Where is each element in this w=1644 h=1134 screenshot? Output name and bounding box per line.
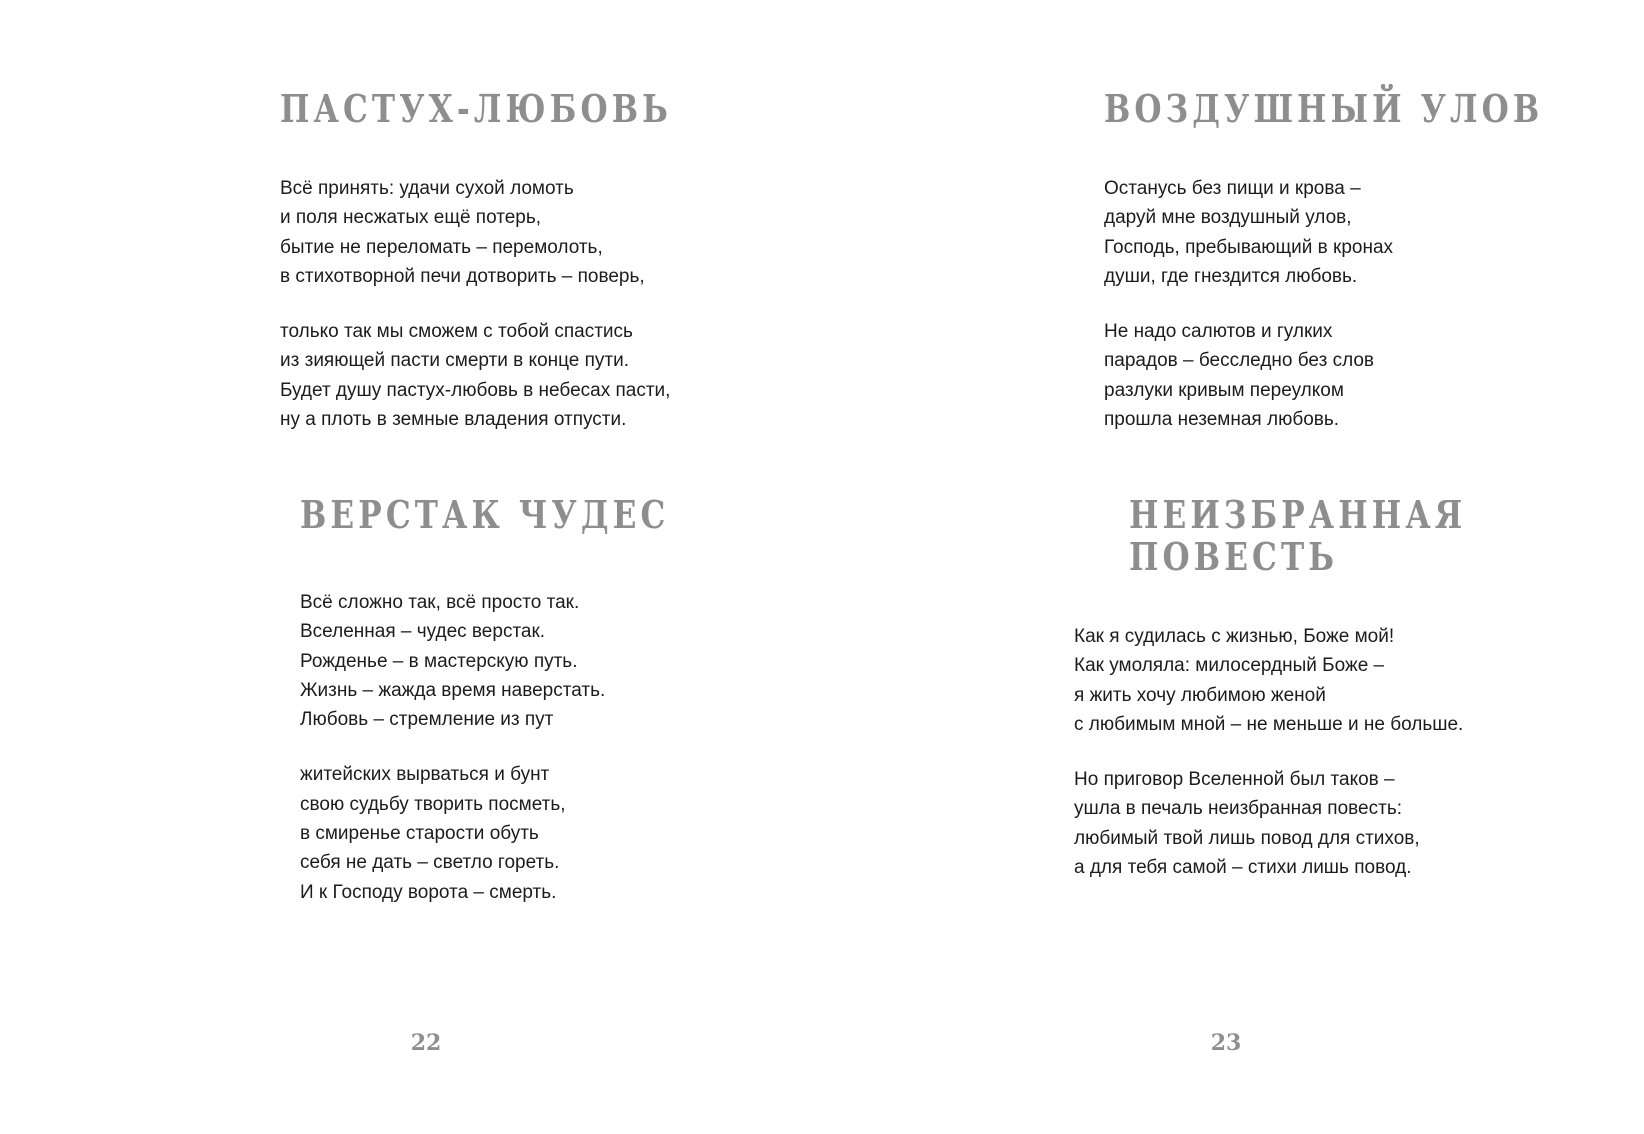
stanza bbox=[280, 174, 680, 291]
page-right bbox=[822, 0, 1644, 1134]
verse-line: Как я судилась с жизнью, Боже мой! bbox=[1074, 626, 1395, 647]
poem-neizbrannaya-povest bbox=[1074, 494, 1494, 882]
stanza bbox=[1104, 174, 1504, 291]
verse-line: в смиренье старости обуть bbox=[300, 823, 539, 845]
page-number: 22 bbox=[410, 1030, 442, 1056]
poem-title: ПАСТУХ-ЛЮБОВЬ bbox=[280, 86, 672, 131]
verse-line: любимый твой лишь повод для стихов, bbox=[1074, 827, 1420, 849]
verse-line: Но приговор Вселенной был таков – bbox=[1074, 769, 1395, 791]
verse-line: И к Господу ворота – смерть. bbox=[300, 881, 557, 903]
verse-line: души, где гнездится любовь. bbox=[1104, 265, 1358, 287]
verse-line: Не надо салютов и гулких bbox=[1104, 321, 1333, 343]
verse-line: с любимым мной – не меньше и не больше. bbox=[1074, 713, 1464, 735]
verse-line: житейских вырваться и бунт bbox=[300, 764, 550, 786]
poem-vozdushny-ulov bbox=[1104, 86, 1544, 434]
poem-title bbox=[1074, 494, 1494, 578]
stanza bbox=[300, 588, 700, 734]
verse-line: ну а плоть в земные владения отпусти. bbox=[280, 409, 627, 431]
poem-title-line: НЕИЗБРАННАЯ bbox=[1129, 492, 1467, 537]
poem-body bbox=[1074, 622, 1494, 882]
verse-line: разлуки кривым переулком bbox=[1104, 379, 1344, 401]
poem-body bbox=[280, 174, 680, 434]
verse-line: свою судьбу творить посметь, bbox=[300, 793, 566, 815]
verse-line: из зияющей пасти смерти в конце пути. bbox=[280, 350, 630, 372]
verse-line: а для тебя самой – стихи лишь повод. bbox=[1074, 857, 1412, 879]
verse-line: Жизнь – жажда время наверстать. bbox=[300, 679, 606, 701]
poem-body bbox=[1104, 174, 1504, 434]
verse-line: и поля несжатых ещё потерь, bbox=[280, 207, 542, 229]
verse-line: прошла неземная любовь. bbox=[1104, 409, 1340, 431]
verse-line: Всё сложно так, всё просто так. bbox=[300, 592, 580, 613]
verse-line: Вселенная – чудес верстак. bbox=[300, 621, 546, 643]
verse-line: себя не дать – светло гореть. bbox=[300, 852, 560, 874]
stanza bbox=[300, 760, 700, 906]
poem-title-line: ПОВЕСТЬ bbox=[1129, 534, 1339, 579]
verse-line: Будет душу пастух-любовь в небесах пасти, bbox=[280, 379, 671, 401]
verse-line: в стихотворной печи дотворить – поверь, bbox=[280, 265, 645, 287]
verse-line: даруй мне воздушный улов, bbox=[1104, 207, 1352, 229]
poem-title: ВОЗДУШНЫЙ УЛОВ bbox=[1104, 86, 1544, 131]
verse-line: бытие не переломать – перемолоть, bbox=[280, 236, 603, 258]
poem-body bbox=[300, 588, 700, 907]
verse-line: Рожденье – в мастерскую путь. bbox=[300, 650, 578, 672]
page-number: 23 bbox=[1210, 1030, 1242, 1056]
verse-line: парадов – бесследно без слов bbox=[1104, 350, 1375, 372]
verse-line: только так мы сможем с тобой спастись bbox=[280, 321, 633, 343]
verse-line: ушла в печаль неизбранная повесть: bbox=[1074, 798, 1402, 820]
poem-verstak-chudes bbox=[300, 494, 700, 907]
verse-line: Как умоляла: милосердный Боже – bbox=[1074, 655, 1385, 677]
stanza bbox=[1104, 317, 1504, 434]
poem-title: ВЕРСТАК ЧУДЕС bbox=[300, 492, 670, 537]
verse-line: я жить хочу любимою женой bbox=[1074, 684, 1326, 706]
verse-line: Останусь без пищи и крова – bbox=[1104, 178, 1361, 199]
stanza bbox=[280, 317, 680, 434]
stanza bbox=[1074, 622, 1494, 739]
verse-line: Всё принять: удачи сухой ломоть bbox=[280, 178, 574, 199]
poem-pastukh-lyubov bbox=[280, 88, 680, 434]
stanza bbox=[1074, 765, 1494, 882]
verse-line: Господь, пребывающий в кронах bbox=[1104, 236, 1394, 258]
verse-line: Любовь – стремление из пут bbox=[300, 709, 554, 731]
